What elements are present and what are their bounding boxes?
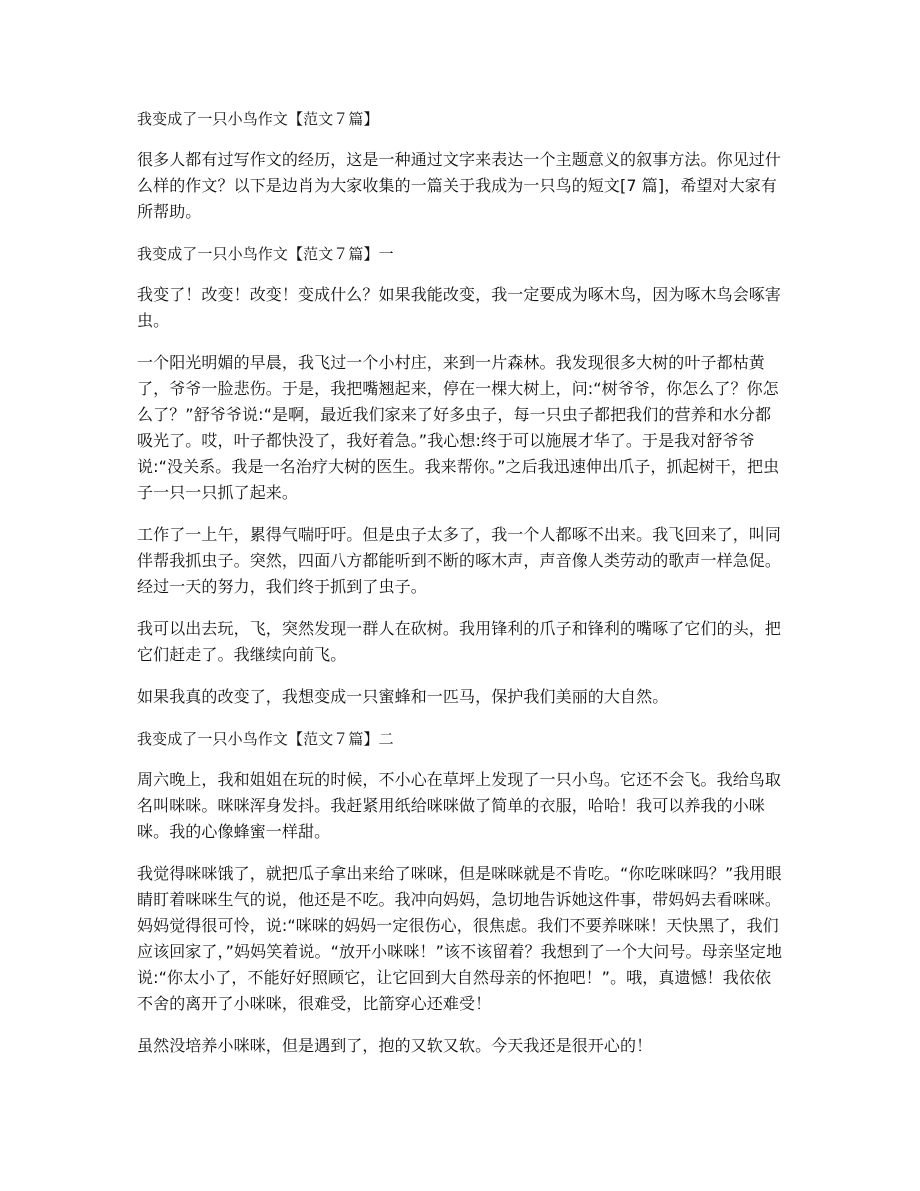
section-2-heading: 我变成了一只小鸟作文【范文７篇】二 bbox=[137, 730, 394, 748]
section-1-heading: 我变成了一只小鸟作文【范文７篇】一 bbox=[137, 245, 394, 263]
document-page bbox=[137, 106, 783, 1075]
section-1-paragraph-3: 工作了一上午，累得气喘吁吁。但是虫子太多了，我一个人都啄不出来。我飞回来了，叫同伴帮我抓虫子。突然，四面八方都能听到不断的啄木声，声音像人类劳动的歌声一样急促。经过一天的努力，我们终于抓到了虫子。 bbox=[137, 525, 782, 596]
section-2-paragraph-3: 虽然没培养小咪咪，但是遇到了，抱的又软又软。今天我还是很开心的！ bbox=[137, 1036, 653, 1055]
section-1-paragraph-1: 我变了！改变！改变！变成什么？如果我能改变，我一定要成为啄木鸟，因为啄木鸟会啄害虫。 bbox=[137, 285, 782, 330]
section-2-paragraph-2: 我觉得咪咪饿了，就把瓜子拿出来给了咪咪，但是咪咪就是不肯吃。“你吃咪咪吗？”我用眼睛盯着咪咪生气的说，他还是不吃。我冲向妈妈，急切地告诉她这件事，带妈妈去看咪咪。妈妈觉得很可怜，说:“咪咪的妈妈一定很伤心，很焦虑。我们不要养咪咪！天快黑了，我们应该回家了，”妈妈笑着说。“放开小咪咪！”该不该留着？我想到了一个大问号。母亲坚定地说:“你太小了，不能好好照顾它，让它回到大自然母亲的怀抱吧！”。哦，真遗憾！我依依不舍的离开了小咪咪，很难受，比箭穿心还难受！ bbox=[137, 864, 783, 1013]
section-2-paragraph-1: 周六晚上，我和姐姐在玩的时候，不小心在草坪上发现了一只小鸟。它还不会飞。我给鸟取名叫咪咪。咪咪浑身发抖。我赶紧用纸给咪咪做了简单的衣服，哈哈！我可以养我的小咪咪。我的心像蜂蜜一样甜。 bbox=[137, 770, 782, 841]
section-1-paragraph-4: 我可以出去玩，飞，突然发现一群人在砍树。我用锋利的爪子和锋利的嘴啄了它们的头，把它们赶走了。我继续向前飞。 bbox=[137, 619, 782, 664]
document-title: 我变成了一只小鸟作文【范文７篇】 bbox=[137, 110, 379, 128]
section-1-paragraph-2: 一个阳光明媚的早晨，我飞过一个小村庄，来到一片森林。我发现很多大树的叶子都枯黄了，爷爷一脸悲伤。于是，我把嘴翘起来，停在一棵大树上，问:“树爷爷，你怎么了？你怎么了？”舒爷爷说:“是啊，最近我们家来了好多虫子，每一只虫子都把我们的营养和水分都吸光了。哎，叶子都快没了，我好着急。”我心想:终于可以施展才华了。于是我对舒爷爷说:“没关系。我是一名治疗大树的医生。我来帮你。”之后我迅速伸出爪子，抓起树干，把虫子一只一只抓了起来。 bbox=[137, 353, 780, 502]
section-1-paragraph-5: 如果我真的改变了，我想变成一只蜜蜂和一匹马，保护我们美丽的大自然。 bbox=[137, 687, 669, 706]
intro-paragraph: 很多人都有过写作文的经历，这是一种通过文字来表达一个主题意义的叙事方法。你见过什么样的作文？以下是边肖为大家收集的一篇关于我成为一只鸟的短文[7 篇]，希望对大家有所帮助。 bbox=[137, 150, 782, 221]
